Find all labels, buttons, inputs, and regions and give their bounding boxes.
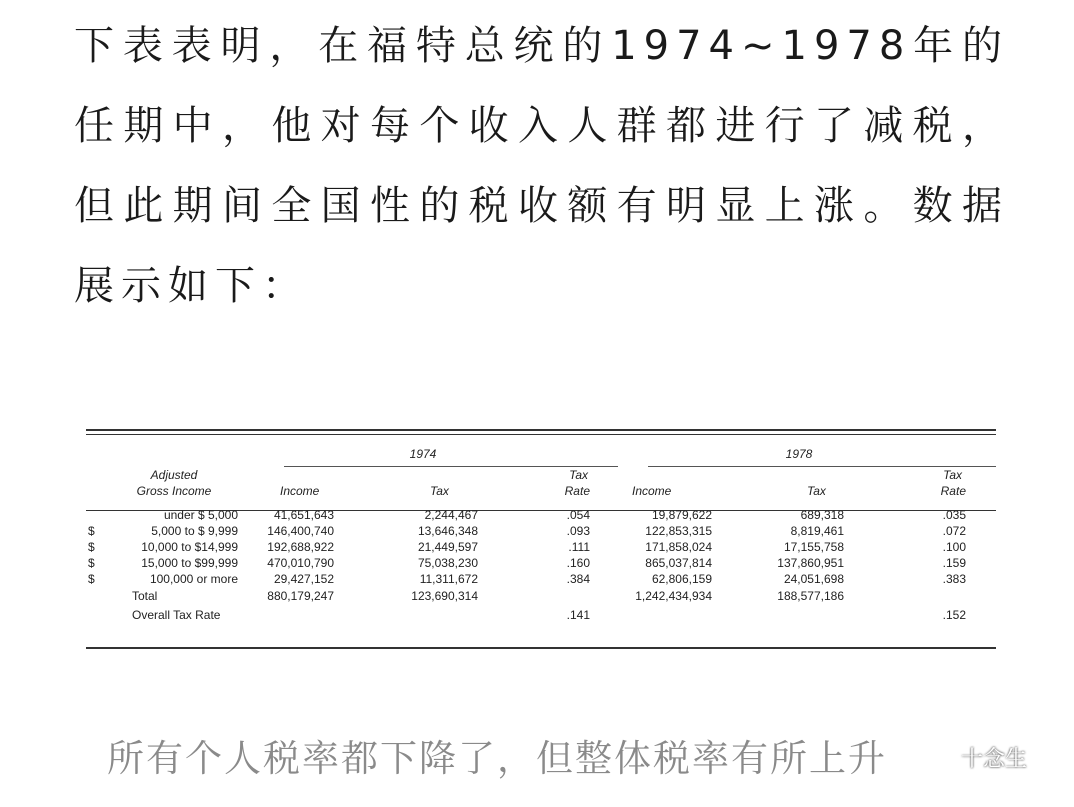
row-dollar-sign: $ xyxy=(88,572,95,586)
year-1974-header: 1974 xyxy=(409,447,437,461)
table-bottom-rule xyxy=(86,647,996,649)
total-tax-1978: 188,577,186 xyxy=(777,589,844,603)
row-bracket: 10,000 to $14,999 xyxy=(141,540,238,554)
income78-header: Income xyxy=(632,484,672,498)
year-1978-header: 1978 xyxy=(785,447,813,461)
row-rate-1974: .160 xyxy=(566,556,590,570)
row-tax-1974: 2,244,467 xyxy=(424,508,478,522)
overall-rate-1974: .141 xyxy=(566,608,590,622)
row-rate-1978: .383 xyxy=(942,572,966,586)
watermark xyxy=(927,742,1027,773)
row-rate-1978: .035 xyxy=(942,508,966,522)
tax-table-figure xyxy=(86,426,996,651)
row-rate-1974: .111 xyxy=(568,540,590,554)
wechat-icon xyxy=(927,743,957,773)
row-income-1974: 192,688,922 xyxy=(267,540,334,554)
row-tax-1978: 24,051,698 xyxy=(783,572,844,586)
rate78-header-line2: Rate xyxy=(940,484,966,498)
row-rate-1974: .054 xyxy=(566,508,590,522)
row-tax-1978: 137,860,951 xyxy=(777,556,844,570)
total-label: Total xyxy=(132,589,158,603)
intro-paragraph: 下表表明，在福特总统的1974~1978年的任期中，他对每个收入人群都进行了减税，但此期间全国性的税收额有明显上涨。数据展示如下： xyxy=(74,23,1009,309)
table-row xyxy=(86,539,996,555)
row-tax-1974: 13,646,348 xyxy=(417,524,478,538)
tax74-header: Tax xyxy=(430,484,449,498)
row-rate-1978: .072 xyxy=(942,524,966,538)
row-rate-1978: .159 xyxy=(942,556,966,570)
caption: 所有个人税率都下降了，但整体税率有所上升 xyxy=(107,737,887,780)
total-income-1978: 1,242,434,934 xyxy=(635,589,712,603)
row-tax-1978: 8,819,461 xyxy=(790,524,844,538)
row-bracket: 5,000 to $ 9,999 xyxy=(151,524,238,538)
row-tax-1978: 689,318 xyxy=(800,508,844,522)
agi-header-line1: Adjusted xyxy=(150,468,198,482)
total-income-1974: 880,179,247 xyxy=(267,589,334,603)
row-income-1978: 171,858,024 xyxy=(645,540,712,554)
row-dollar-sign: $ xyxy=(88,540,95,554)
row-bracket: under $ 5,000 xyxy=(163,508,238,522)
row-dollar-sign: $ xyxy=(88,556,95,570)
row-tax-1974: 21,449,597 xyxy=(417,540,478,554)
row-income-1974: 41,651,643 xyxy=(273,508,334,522)
overall-tax-rate-label: Overall Tax Rate xyxy=(132,608,221,622)
row-rate-1974: .384 xyxy=(566,572,590,586)
row-income-1978: 865,037,814 xyxy=(645,556,712,570)
table-row xyxy=(86,571,996,587)
row-tax-1974: 11,311,672 xyxy=(419,572,478,586)
income74-header: Income xyxy=(280,484,320,498)
row-income-1978: 122,853,315 xyxy=(645,524,712,538)
total-tax-1974: 123,690,314 xyxy=(411,589,478,603)
row-income-1974: 470,010,790 xyxy=(267,556,334,570)
rate74-header-line1: Tax xyxy=(569,468,588,482)
tax-table xyxy=(86,426,996,625)
agi-header-line2: Gross Income xyxy=(136,484,212,498)
row-dollar-sign: $ xyxy=(88,524,95,538)
tax78-header: Tax xyxy=(807,484,826,498)
row-income-1978: 19,879,622 xyxy=(651,508,712,522)
watermark-text: 十念生 xyxy=(961,747,1028,772)
row-income-1974: 146,400,740 xyxy=(267,524,334,538)
table-row xyxy=(86,523,996,539)
row-rate-1974: .093 xyxy=(566,524,590,538)
row-income-1978: 62,806,159 xyxy=(651,572,712,586)
table-row xyxy=(86,555,996,571)
row-income-1974: 29,427,152 xyxy=(273,572,334,586)
row-bracket: 100,000 or more xyxy=(149,572,238,586)
row-bracket: 15,000 to $99,999 xyxy=(141,556,238,570)
rate78-header-line1: Tax xyxy=(943,468,962,482)
table-row xyxy=(86,507,996,523)
row-rate-1978: .100 xyxy=(942,540,966,554)
overall-rate-1978: .152 xyxy=(942,608,966,622)
row-dollar-sign xyxy=(86,507,104,523)
rate74-header-line2: Rate xyxy=(564,484,590,498)
row-tax-1974: 75,038,230 xyxy=(417,556,478,570)
row-tax-1978: 17,155,758 xyxy=(783,540,844,554)
